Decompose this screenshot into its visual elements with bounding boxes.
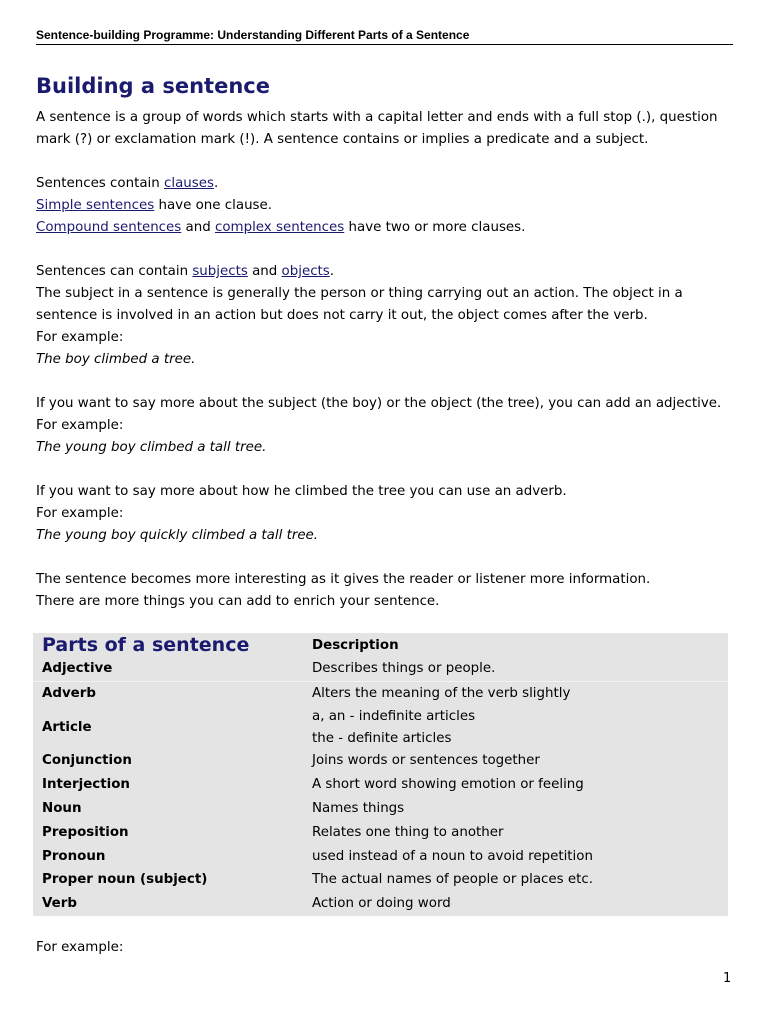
subjects-link[interactable]: subjects	[192, 264, 248, 279]
table-row	[33, 750, 728, 774]
part-description: A short word showing emotion or feeling	[312, 777, 584, 793]
compound-sentences-line: Compound sentences and complex sentences have two or more clauses.	[36, 220, 526, 235]
parts-of-sentence-table	[33, 633, 728, 916]
compound-sentences-link[interactable]: Compound sentences	[36, 220, 182, 235]
clauses-link[interactable]: clauses	[164, 176, 214, 191]
example-sentence: The young boy climbed a tall tree.	[36, 440, 267, 455]
subjects-objects-line: Sentences can contain subjects and objects.	[36, 264, 335, 279]
part-description	[303, 706, 728, 750]
closing-line: The sentence becomes more interesting as it gives the reader or listener more information.	[36, 572, 651, 587]
complex-sentences-link[interactable]: complex sentences	[214, 220, 345, 235]
page-number: 1	[723, 971, 732, 986]
closing-line: There are more things you can add to enrich your sentence.	[36, 594, 440, 609]
part-term: Interjection	[42, 777, 130, 793]
part-description: The actual names of people or places etc.	[312, 872, 593, 888]
adjective-paragraph: If you want to say more about the subject (the boy) or the object (the tree), you can add an adjective.	[36, 396, 722, 411]
table-heading: Parts of a sentence	[42, 634, 250, 656]
article-desc-line: the - definite articles	[312, 730, 452, 746]
part-term: Verb	[42, 896, 77, 912]
article-desc-line: a, an - indefinite articles	[312, 708, 476, 724]
clauses-line: Sentences contain clauses.	[36, 176, 219, 191]
table-row	[33, 773, 728, 797]
for-example-label: For example:	[36, 506, 124, 521]
adverb-paragraph: If you want to say more about how he climbed the tree you can use an adverb.	[36, 484, 567, 499]
part-term: Preposition	[42, 824, 129, 840]
part-description: used instead of a noun to avoid repetition	[312, 848, 593, 864]
part-description: Relates one thing to another	[312, 824, 504, 840]
example-sentence: The boy climbed a tree.	[36, 352, 196, 367]
part-description: Action or doing word	[312, 896, 451, 912]
table-row	[33, 821, 728, 845]
part-term: Pronoun	[42, 848, 106, 864]
part-term: Adverb	[42, 685, 96, 701]
part-term: Conjunction	[42, 753, 132, 769]
for-example-label: For example:	[36, 418, 124, 433]
simple-sentences-link[interactable]: Simple sentences	[36, 198, 155, 213]
part-description: Joins words or sentences together	[312, 753, 540, 769]
page-header: Sentence-building Programme: Understanding Different Parts of a Sentence	[36, 28, 733, 45]
table-row	[33, 706, 728, 750]
part-term: Noun	[42, 801, 82, 817]
page-title: Building a sentence	[36, 74, 270, 98]
part-term: Article	[42, 719, 92, 735]
description-heading: Description	[312, 637, 399, 653]
intro-paragraph: A sentence is a group of words which starts with a capital letter and ends with a full stop (.), question mark (?) or exclamation mark (!). A sentence contains or implies a predicate and a subject.	[36, 110, 718, 147]
table-row	[33, 869, 728, 893]
part-term: Adjective	[33, 657, 303, 681]
for-example-label: For example:	[36, 330, 124, 345]
table-header-row	[33, 633, 728, 657]
objects-link[interactable]: objects	[281, 264, 330, 279]
table-row	[33, 845, 728, 869]
simple-sentences-line: Simple sentences have one clause.	[36, 198, 273, 213]
table-row	[33, 681, 728, 705]
example-sentence: The young boy quickly climbed a tall tree.	[36, 528, 319, 543]
part-description: Describes things or people.	[303, 657, 728, 681]
body-text	[36, 107, 736, 613]
table-row	[33, 657, 728, 681]
subject-explanation: The subject in a sentence is generally the person or thing carrying out an action. The object in a sentence is involved in an action but does not carry it out, the object comes after the verb.	[36, 286, 683, 323]
part-description: Alters the meaning of the verb slightly	[312, 685, 571, 701]
table-row	[33, 892, 728, 916]
part-term: Proper noun (subject)	[42, 872, 208, 888]
table-row	[33, 797, 728, 821]
part-description: Names things	[312, 801, 405, 817]
after-table-text: For example:	[36, 940, 124, 955]
